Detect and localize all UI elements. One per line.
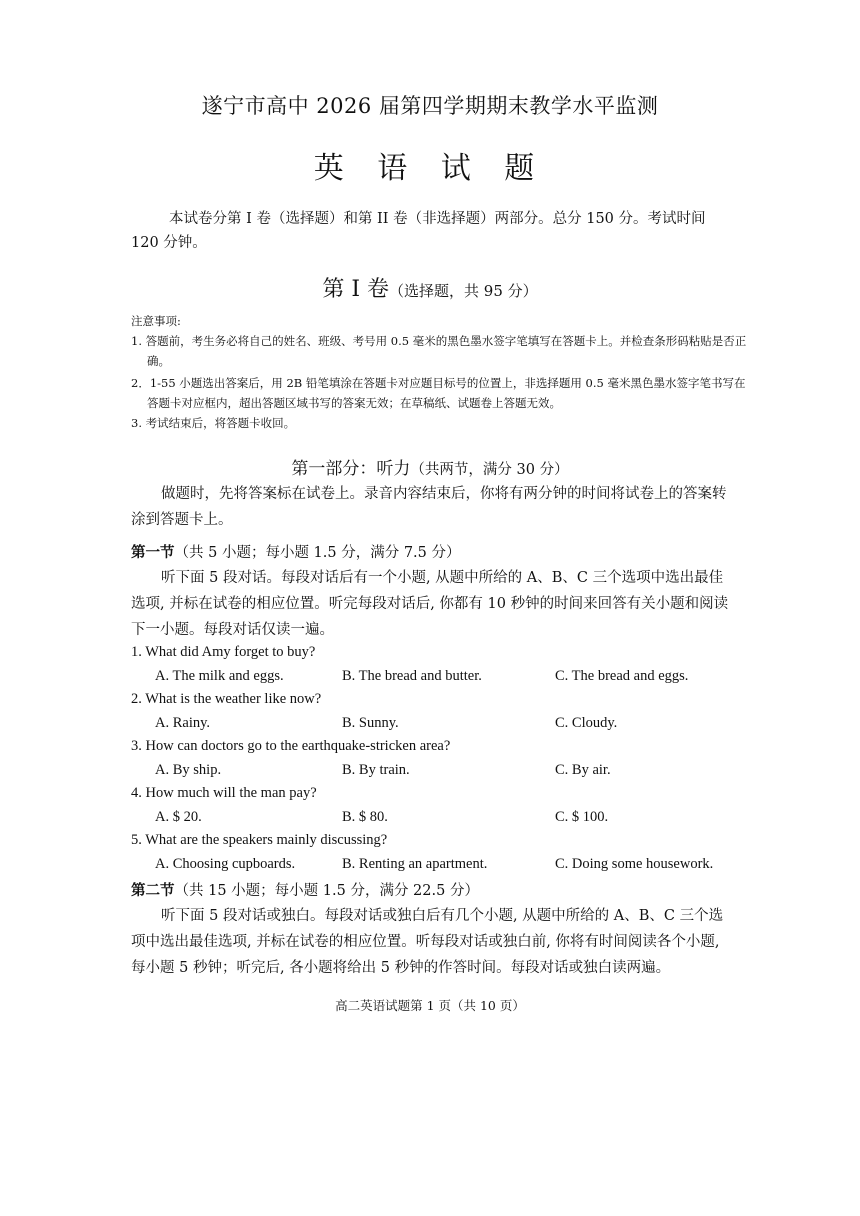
exam-title: 遂宁市高中 2026 届第四学期期末教学水平监测 [201, 94, 659, 118]
option-a: A. Rainy. [155, 715, 211, 731]
section1-info: （共 5 小题；每小题 1.5 分，满分 7.5 分） [174, 545, 461, 561]
option-a: A. $ 20. [155, 809, 202, 825]
section2-info: （共 15 小题；每小题 1.5 分，满分 22.5 分） [174, 883, 479, 899]
question-3: 3. How can doctors go to the earthquake-stricken area? [131, 738, 451, 754]
question-1: 1. What did Amy forget to buy? [131, 644, 316, 660]
subject-title: 英 语 试 题 [313, 151, 547, 186]
note-item: 1. 答题前，考生务必将自己的姓名、班级、考号用 0.5 毫米的黑色墨水签字笔填写在答题卡上。并检查条形码粘贴是否正确。 [131, 334, 747, 368]
option-a: A. By ship. [155, 762, 222, 778]
section2-heading [131, 879, 479, 900]
option-c: C. The bread and eggs. [555, 668, 689, 684]
option-c: C. By air. [555, 762, 611, 778]
question-4: 4. How much will the man pay? [131, 785, 317, 801]
option-b: B. The bread and butter. [342, 668, 482, 684]
option-b: B. $ 80. [342, 809, 388, 825]
option-b: B. By train. [342, 762, 410, 778]
part1-instruction: 做题时，先将答案标在试卷上。录音内容结束后，你将有两分钟的时间将试卷上的答案转涂到答题卡上。 [131, 486, 727, 528]
section2-instruction: 听下面 5 段对话或独白。每段对话或独白后有几个小题, 从题中所给的 A、B、C 三个选项中选出最佳选项, 并标在试卷的相应位置。听每段对话或独白前, 你将有时间阅读各个小题, 每小题 5 秒钟；听完后, 各小题将给出 5 秒钟的作答时间。每段对话或独白读两遍。 [131, 908, 724, 976]
volume-title: 第 I 卷 [322, 277, 390, 302]
part1-subtitle: （共两节，满分 30 分） [410, 462, 569, 478]
option-a: A. The milk and eggs. [155, 668, 284, 684]
option-c: C. Cloudy. [555, 715, 618, 731]
option-b: B. Sunny. [342, 715, 399, 731]
section1-instruction: 听下面 5 段对话。每段对话后有一个小题, 从题中所给的 A、B、C 三个选项中选出最佳选项, 并标在试卷的相应位置。听完每段对话后, 你都有 10 秒钟的时间来回答有关小题和阅读下一小题。每段对话仅读一遍。 [131, 570, 729, 638]
note-item: 2．1-55 小题选出答案后，用 2B 铅笔填涂在答题卡对应题目标号的位置上，非选择题用 0.5 毫米黑色墨水签字笔书写在答题卡对应框内，超出答题区域书写的答案无效；在草稿纸、试题卷上答题无效。 [131, 376, 746, 410]
section1-heading [131, 541, 461, 562]
section1-title: 第一节 [131, 544, 175, 561]
volume-heading [0, 272, 860, 303]
question-2: 2. What is the weather like now? [131, 691, 322, 707]
page-footer: 高二英语试题第 1 页（共 10 页） [335, 998, 525, 1013]
option-a: A. Choosing cupboards. [155, 856, 296, 872]
question-5: 5. What are the speakers mainly discussing? [131, 832, 388, 848]
part1-title: 第一部分：听力 [291, 459, 411, 479]
note-item: 3. 考试结束后，将答题卡收回。 [131, 416, 296, 430]
option-b: B. Renting an apartment. [342, 856, 488, 872]
option-c: C. Doing some housework. [555, 856, 714, 872]
exam-intro: 本试卷分第 I 卷（选择题）和第 II 卷（非选择题）两部分。总分 150 分。考试时间 120 分钟。 [131, 211, 706, 251]
option-c: C. $ 100. [555, 809, 609, 825]
notes-title: 注意事项: [131, 314, 181, 328]
section2-title: 第二节 [131, 882, 175, 899]
part1-heading [0, 454, 860, 479]
volume-subtitle: （选择题，共 95 分） [389, 282, 538, 300]
